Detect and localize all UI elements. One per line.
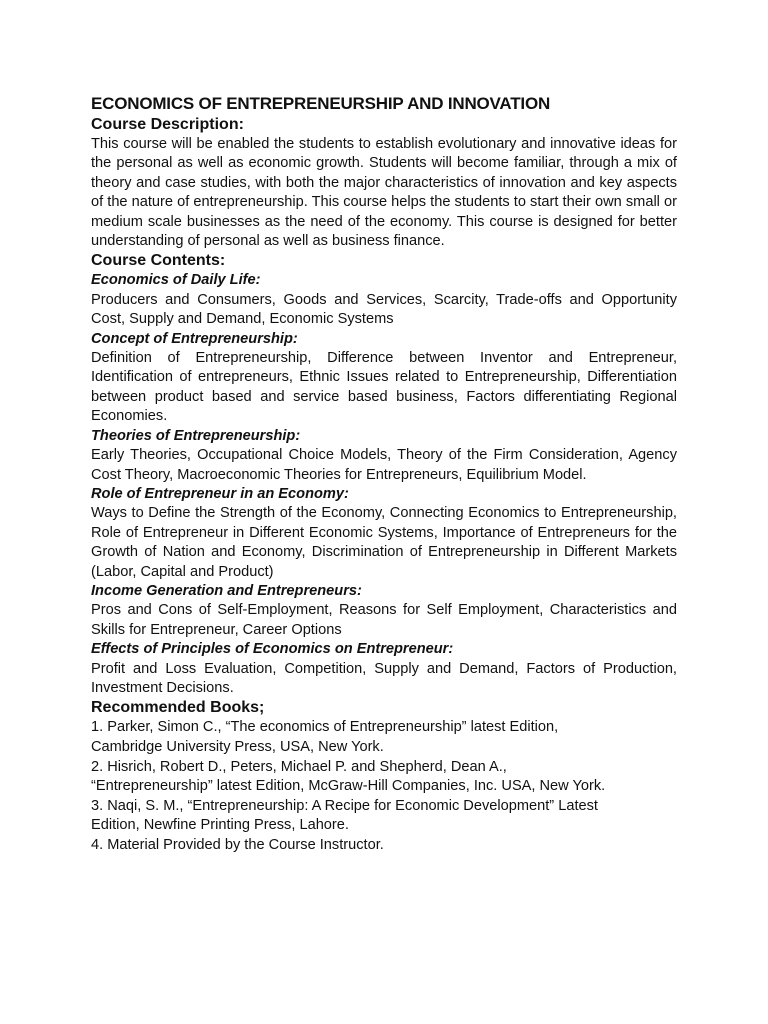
course-contents-heading: Course Contents: <box>91 252 226 270</box>
topic-effects-principles <box>91 640 677 698</box>
topic-daily-life <box>91 271 677 329</box>
book-item <box>91 758 677 797</box>
book-item <box>91 797 677 836</box>
topic-text: Profit and Loss Evaluation, Competition, Supply and Demand, Factors of Production, Investment Decisions. <box>91 660 677 696</box>
topic-text: Early Theories, Occupational Choice Models, Theory of the Firm Consideration, Agency Cost Theory, Macroeconomic Theories for Entrepreneurs, Equilibrium Model. <box>91 447 677 483</box>
topic-role-entrepreneur <box>91 485 677 582</box>
course-description-heading: Course Description: <box>91 116 244 133</box>
recommended-books-heading: Recommended Books; <box>91 699 265 717</box>
book-line: Cambridge University Press, USA, New York. <box>91 738 384 755</box>
topic-title: Income Generation and Entrepreneurs: <box>91 582 362 599</box>
topic-title: Economics of Daily Life: <box>91 272 261 289</box>
topic-title: Effects of Principles of Economics on Entrepreneur: <box>91 641 454 658</box>
book-line: 4. Material Provided by the Course Instructor. <box>91 836 384 853</box>
book-line: 2. Hisrich, Robert D., Peters, Michael P. and Shepherd, Dean A., <box>91 758 507 775</box>
book-line: Edition, Newfine Printing Press, Lahore. <box>91 817 349 834</box>
book-line: 3. Naqi, S. M., “Entrepreneurship: A Recipe for Economic Development” Latest <box>91 797 598 814</box>
topic-title: Role of Entrepreneur in an Economy: <box>91 485 349 502</box>
topic-text: Producers and Consumers, Goods and Services, Scarcity, Trade-offs and Opportunity Cost, Supply and Demand, Economic Systems <box>91 291 677 328</box>
topic-text: Ways to Define the Strength of the Economy, Connecting Economics to Entrepreneurship, Role of Entrepreneur in Different Economic Systems, Importance of Entrepreneurs for the Growth of Nation and Economy, Discrimination of Entrepreneurship in Different Markets (Labor, Capital and Product) <box>91 505 677 580</box>
book-line: “Entrepreneurship” latest Edition, McGraw-Hill Companies, Inc. USA, New York. <box>91 778 606 795</box>
topic-title: Theories of Entrepreneurship: <box>91 427 301 444</box>
topic-theories <box>91 427 677 485</box>
book-item <box>91 836 677 856</box>
document-page <box>91 93 677 856</box>
book-item <box>91 718 677 757</box>
topic-concept-entrepreneurship <box>91 330 677 427</box>
course-description-text: This course will be enabled the students to establish evolutionary and innovative ideas for the personal as well as economic growth. Students will become familiar, through a mix of theory and case studies, with both the major characteristics of innovation and key aspects of the nature of entrepreneurship. This course helps the students to start their own small or medium scale businesses as the need of the economy. This course is designed for better understanding of personal as well as business finance. <box>91 136 677 250</box>
topic-title: Concept of Entrepreneurship: <box>91 330 298 347</box>
topic-text: Pros and Cons of Self-Employment, Reasons for Self Employment, Characteristics and Skills for Entrepreneur, Career Options <box>91 602 677 638</box>
topic-text: Definition of Entrepreneurship, Difference between Inventor and Entrepreneur, Identification of entrepreneurs, Ethnic Issues related to Entrepreneurship, Differentiation between product based and service based business, Factors differentiating Regional Economies. <box>91 350 677 425</box>
book-line: 1. Parker, Simon C., “The economics of Entrepreneurship” latest Edition, <box>91 719 559 736</box>
document-title: ECONOMICS OF ENTREPRENEURSHIP AND INNOVATION <box>91 94 551 113</box>
topic-income-generation <box>91 582 677 640</box>
